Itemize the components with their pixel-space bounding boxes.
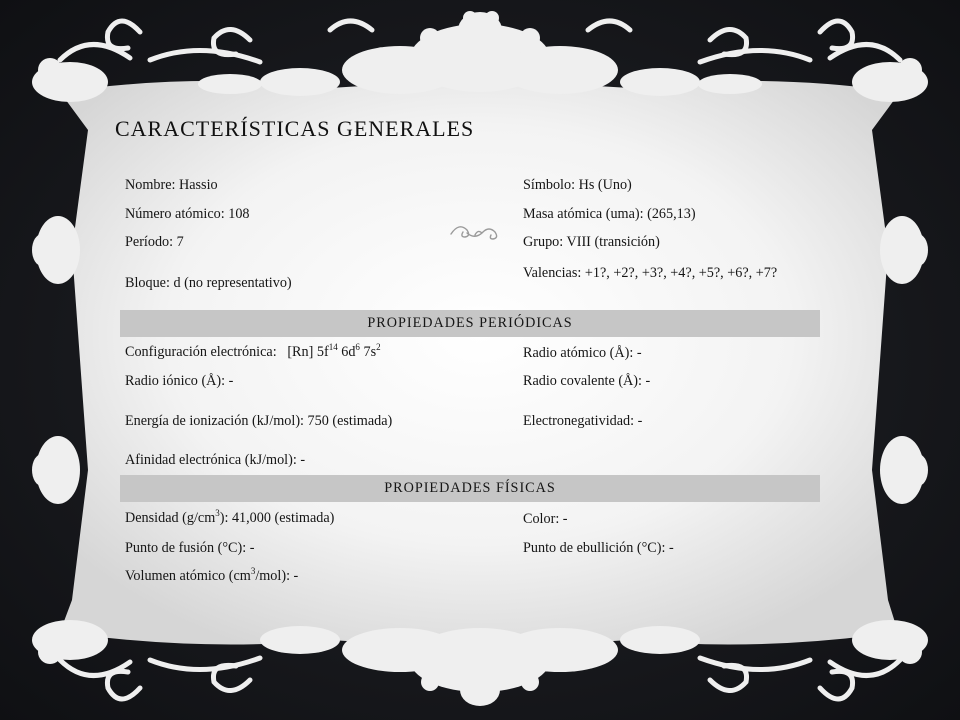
config-sup-6: 6 — [355, 342, 360, 352]
punto-ebullicion-text: Punto de ebullición (°C): - — [523, 540, 674, 556]
config-sup-2: 2 — [376, 342, 381, 352]
numero-atomico-text: Número atómico: 108 — [125, 206, 250, 222]
densidad-sup-3: 3 — [215, 508, 220, 518]
flourish-ornament-icon — [449, 220, 501, 244]
afinidad-electronica-text: Afinidad electrónica (kJ/mol): - — [125, 452, 306, 468]
configuracion-electronica-text — [125, 343, 381, 362]
config-label: Configuración electrónica: — [125, 344, 277, 360]
nombre-text: Nombre: Hassio — [125, 177, 218, 193]
periodic-properties-label: PROPIEDADES PERIÓDICAS — [367, 315, 573, 331]
grupo-text: Grupo: VIII (transición) — [523, 234, 660, 250]
frame-panel — [60, 81, 900, 645]
config-mid-7s: 7s — [359, 344, 377, 360]
radio-ionico-text: Radio iónico (Å): - — [125, 373, 234, 389]
radio-atomico-text: Radio atómico (Å): - — [523, 345, 642, 361]
radio-covalente-text: Radio covalente (Å): - — [523, 373, 651, 389]
electronegatividad-text: Electronegatividad: - — [523, 413, 643, 429]
volumen-sup-3: 3 — [250, 566, 256, 576]
config-mid-6d: 6d — [337, 344, 356, 360]
valencias-text: Valencias: +1?, +2?, +3?, +4?, +5?, +6?, +7? — [523, 265, 778, 281]
physical-properties-label: PROPIEDADES FÍSICAS — [384, 480, 556, 496]
volumen-atomico-text — [125, 567, 298, 586]
densidad-value: ): 41,000 (estimada) — [219, 510, 335, 526]
densidad-text — [125, 509, 334, 528]
page-title: CARACTERÍSTICAS GENERALES — [115, 116, 475, 141]
densidad-label: Densidad (g/cm — [125, 510, 216, 526]
config-base: [Rn] 5f — [287, 344, 329, 360]
color-text: Color: - — [523, 511, 568, 527]
volumen-value: /mol): - — [255, 568, 299, 584]
volumen-label: Volumen atómico (cm — [125, 568, 251, 584]
periodo-text: Período: 7 — [125, 234, 184, 250]
periodic-properties-header — [120, 310, 820, 337]
bloque-text: Bloque: d (no representativo) — [125, 275, 292, 291]
simbolo-text: Símbolo: Hs (Uno) — [523, 177, 632, 193]
physical-properties-header — [120, 475, 820, 502]
config-sup-14: 14 — [328, 342, 338, 352]
energia-ionizacion-text: Energía de ionización (kJ/mol): 750 (estimada) — [125, 413, 393, 429]
punto-fusion-text: Punto de fusión (°C): - — [125, 540, 255, 556]
masa-atomica-text: Masa atómica (uma): (265,13) — [523, 206, 696, 222]
